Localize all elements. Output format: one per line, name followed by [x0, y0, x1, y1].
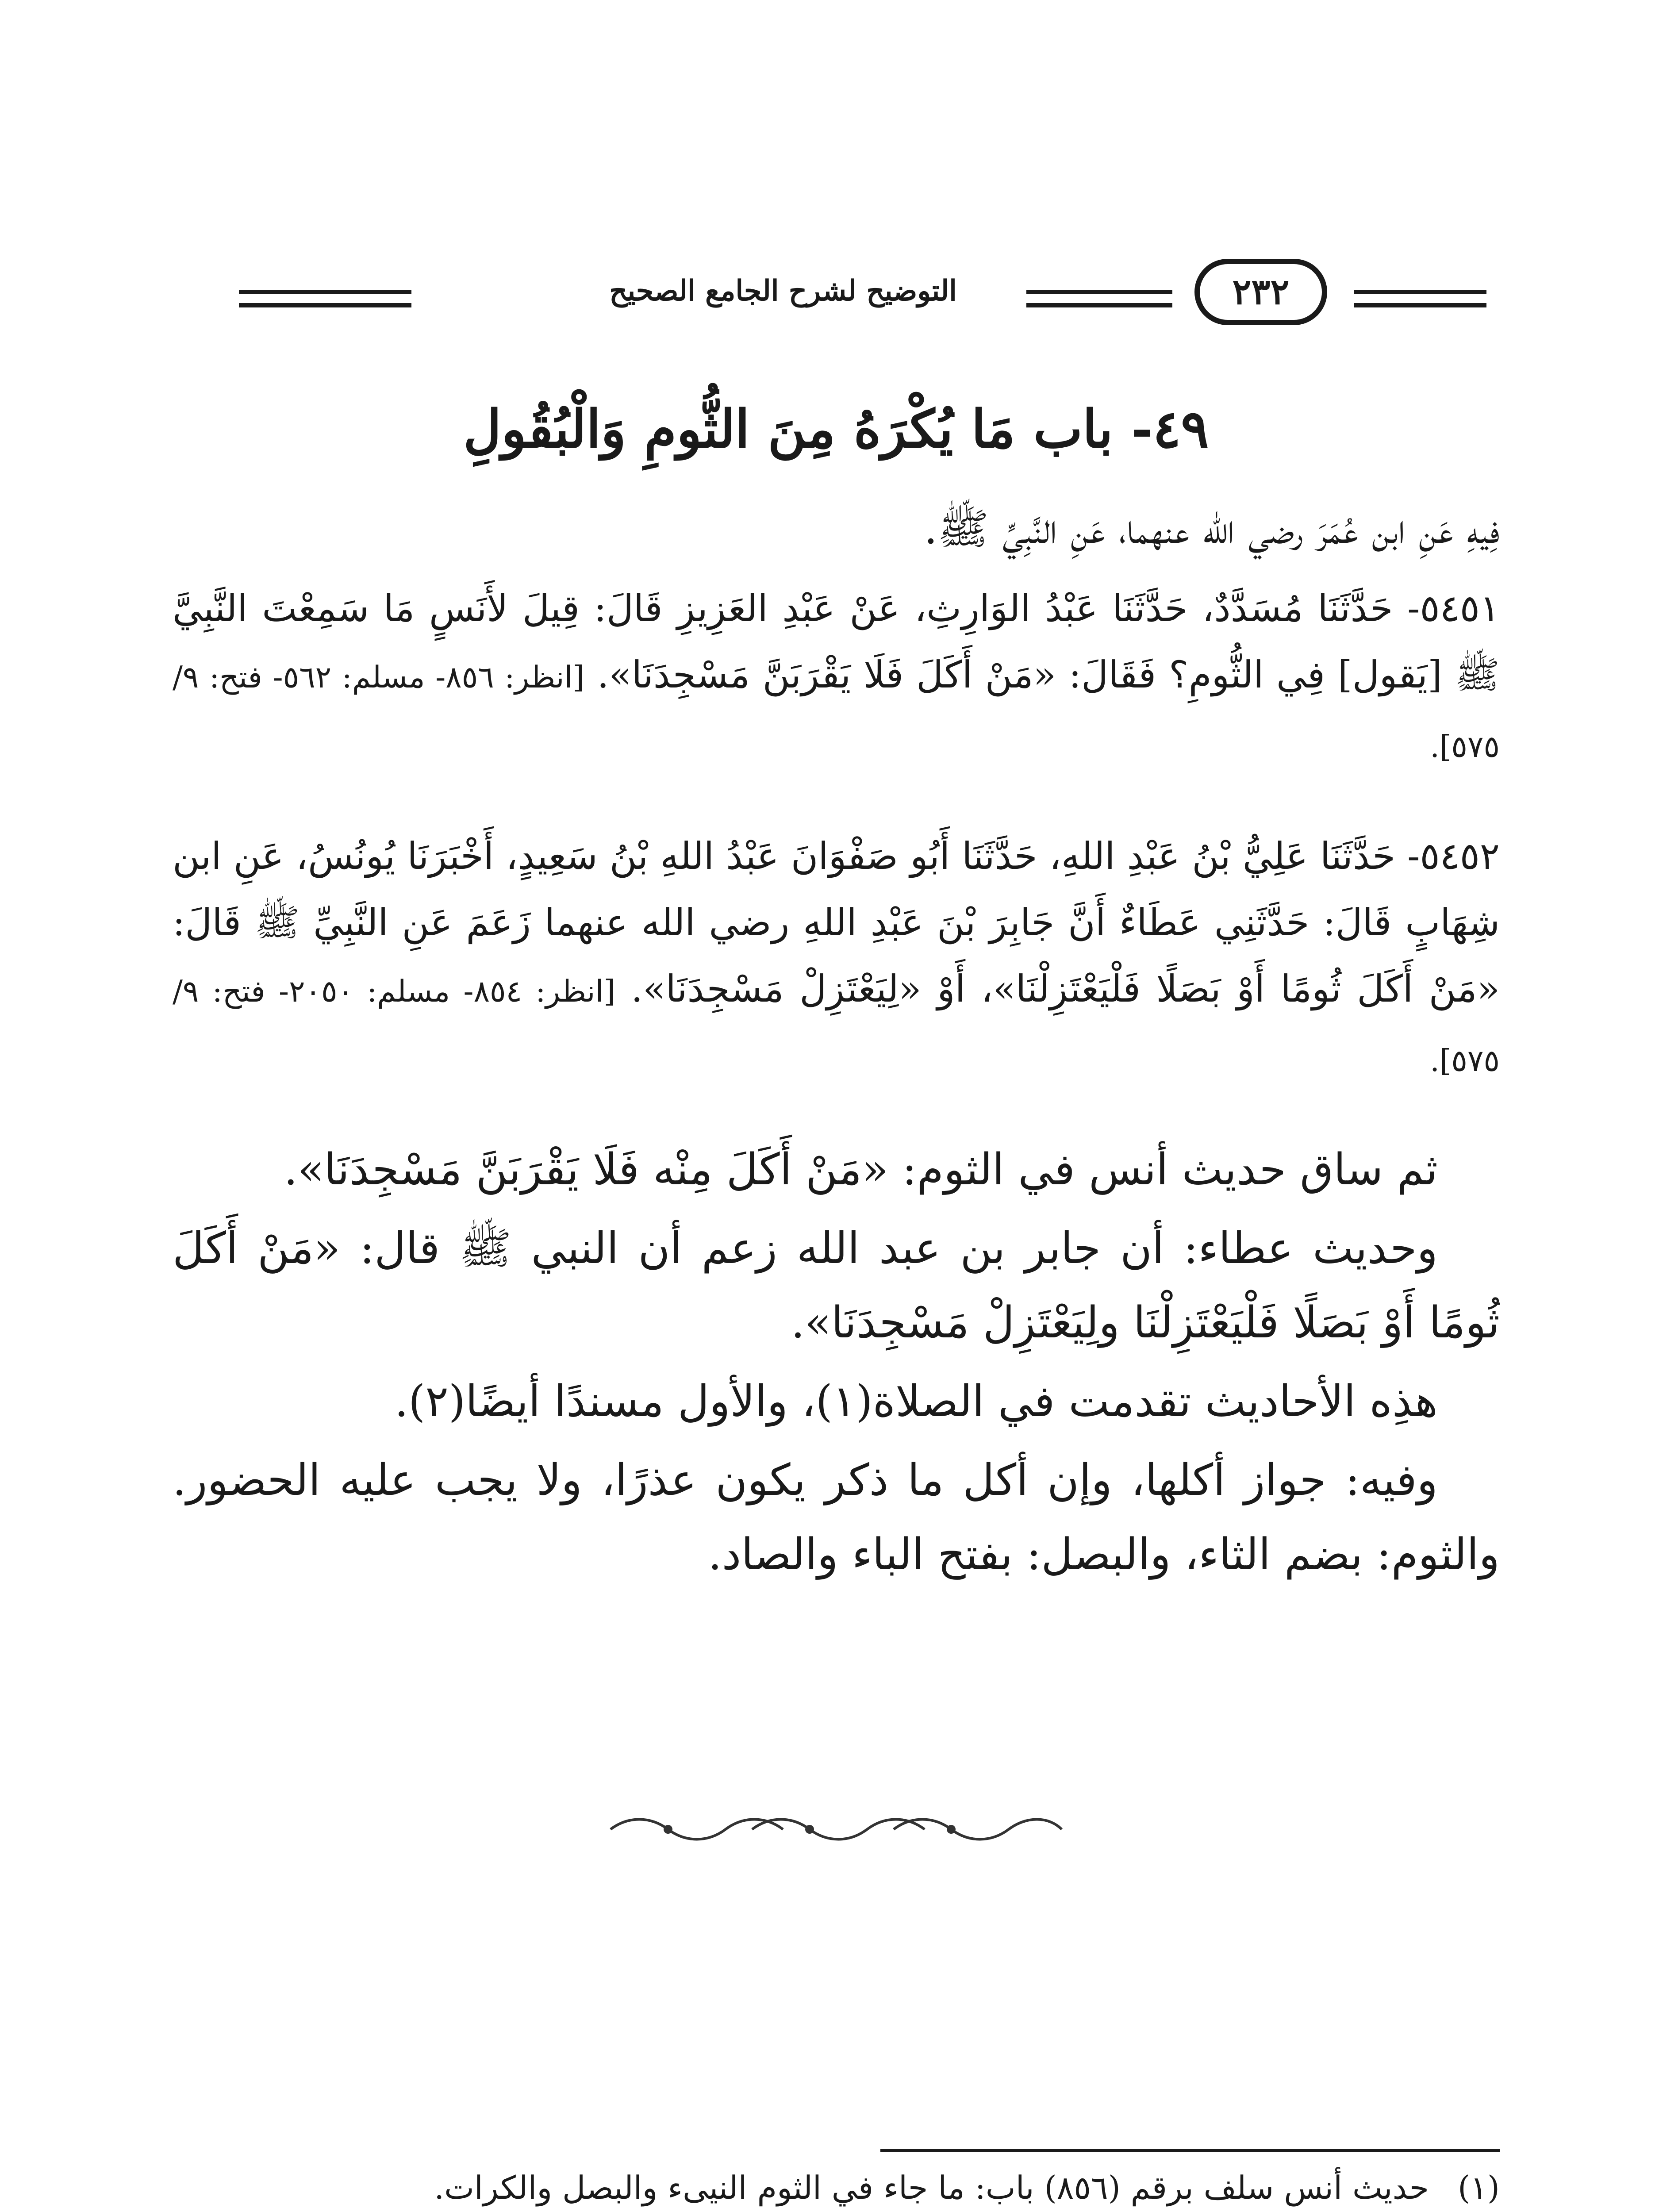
footnote-1: [173, 2159, 1500, 2212]
hadith-5452: [173, 823, 1500, 1094]
commentary-paragraph: هذِه الأحاديث تقدمت في الصلاة(١)، والأول مسندًا أيضًا(٢).: [394, 1376, 1438, 1427]
header-rule-left-lower: [239, 303, 411, 307]
hadith-text: ٥٤٥١- حَدَّثَنَا مُسَدَّدٌ، حَدَّثَنَا عَبْدُ الوَارِثِ، عَنْ عَبْدِ العَزِيزِ قَالَ: قِيلَ لأَنَسٍ مَا سَمِعْتَ النَّبِيَّ ﷺ [يَقول] فِي الثُّومِ؟ فَقَالَ: «مَنْ أَكَلَ فَلَا يَقْرَبَنَّ مَسْجِدَنَا».: [173, 587, 1500, 696]
header-rule-left: [239, 290, 411, 294]
page-number-badge: [1168, 254, 1354, 332]
page-header: [230, 248, 1491, 336]
commentary-paragraph: وحديث عطاء: أن جابر بن عبد الله زعم أن النبي ﷺ قال: «مَنْ أَكَلَ ثُومًا أَوْ بَصَلًا فَلْيَعْتَزِلْنَا ولِيَعْتَزِلْ مَسْجِدَنَا».: [173, 1223, 1500, 1348]
header-rule-right: [1354, 290, 1486, 294]
book-title: التوضيح لشرح الجامع الصحيح: [609, 274, 957, 307]
hadith-text: ٥٤٥٢- حَدَّثَنَا عَلِيُّ بْنُ عَبْدِ اللهِ، حَدَّثَنَا أَبُو صَفْوَانَ عَبْدُ اللهِ بْنُ سَعِيدٍ، أَخْبَرَنَا يُونُسُ، عَنِ ابن شِهَابٍ قَالَ: حَدَّثَنِي عَطَاءٌ أَنَّ جَابِرَ بْنَ عَبْدِ اللهِ رضي الله عنهما زَعَمَ عَنِ النَّبِيِّ ﷺ قَالَ: «مَنْ أَكَلَ ثُومًا أَوْ بَصَلًا فَلْيَعْتَزِلْنَا»، أَوْ «لِيَعْتَزِلْ مَسْجِدَنَا».: [173, 834, 1500, 1010]
commentary-paragraph: ثم ساق حديث أنس في الثوم: «مَنْ أَكَلَ مِنْه فَلَا يَقْرَبَنَّ مَسْجِدَنَا».: [284, 1144, 1438, 1195]
footnotes: [173, 2159, 1500, 2212]
header-rule-right-lower: [1354, 303, 1486, 307]
hadith-reference: [انظر: ٨٥٦- مسلم: ٥٦٢- فتح: ٩/ ٥٧٥].: [173, 660, 1500, 764]
section-divider-ornament: [602, 1814, 1071, 1845]
hadith-reference: [انظر: ٨٥٤- مسلم: ٢٠٥٠- فتح: ٩/ ٥٧٥].: [173, 974, 1500, 1079]
chapter-title: ٤٩- باب مَا يُكْرَهُ مِنَ الثُّومِ وَالْبُقُولِ: [463, 398, 1209, 460]
hadith-5451: [173, 575, 1500, 780]
footnote-line: حديث أنس سلف برقم (٨٥٦) باب: ما جاء في الثوم النيىء والبصل والكرات.: [434, 2169, 1429, 2206]
page-number: ٢٣٢: [1194, 259, 1327, 325]
footnote-number: (١): [1458, 2169, 1500, 2206]
header-rule-middle-lower: [1026, 303, 1172, 307]
commentary: [173, 1133, 1500, 1596]
footnote-separator: [880, 2149, 1500, 2152]
header-rule-middle: [1026, 290, 1172, 294]
commentary-paragraph: وفيه: جواز أكلها، وإن أكل ما ذكر يكون عذرًا، ولا يجب عليه الحضور. والثوم: بضم الثاء، والبصل: بفتح الباء والصاد.: [173, 1455, 1500, 1580]
chapter-intro: فِيهِ عَنِ ابن عُمَرَ رضي الله عنهما، عَنِ النَّبِيِّ ﷺ.: [924, 504, 1500, 553]
